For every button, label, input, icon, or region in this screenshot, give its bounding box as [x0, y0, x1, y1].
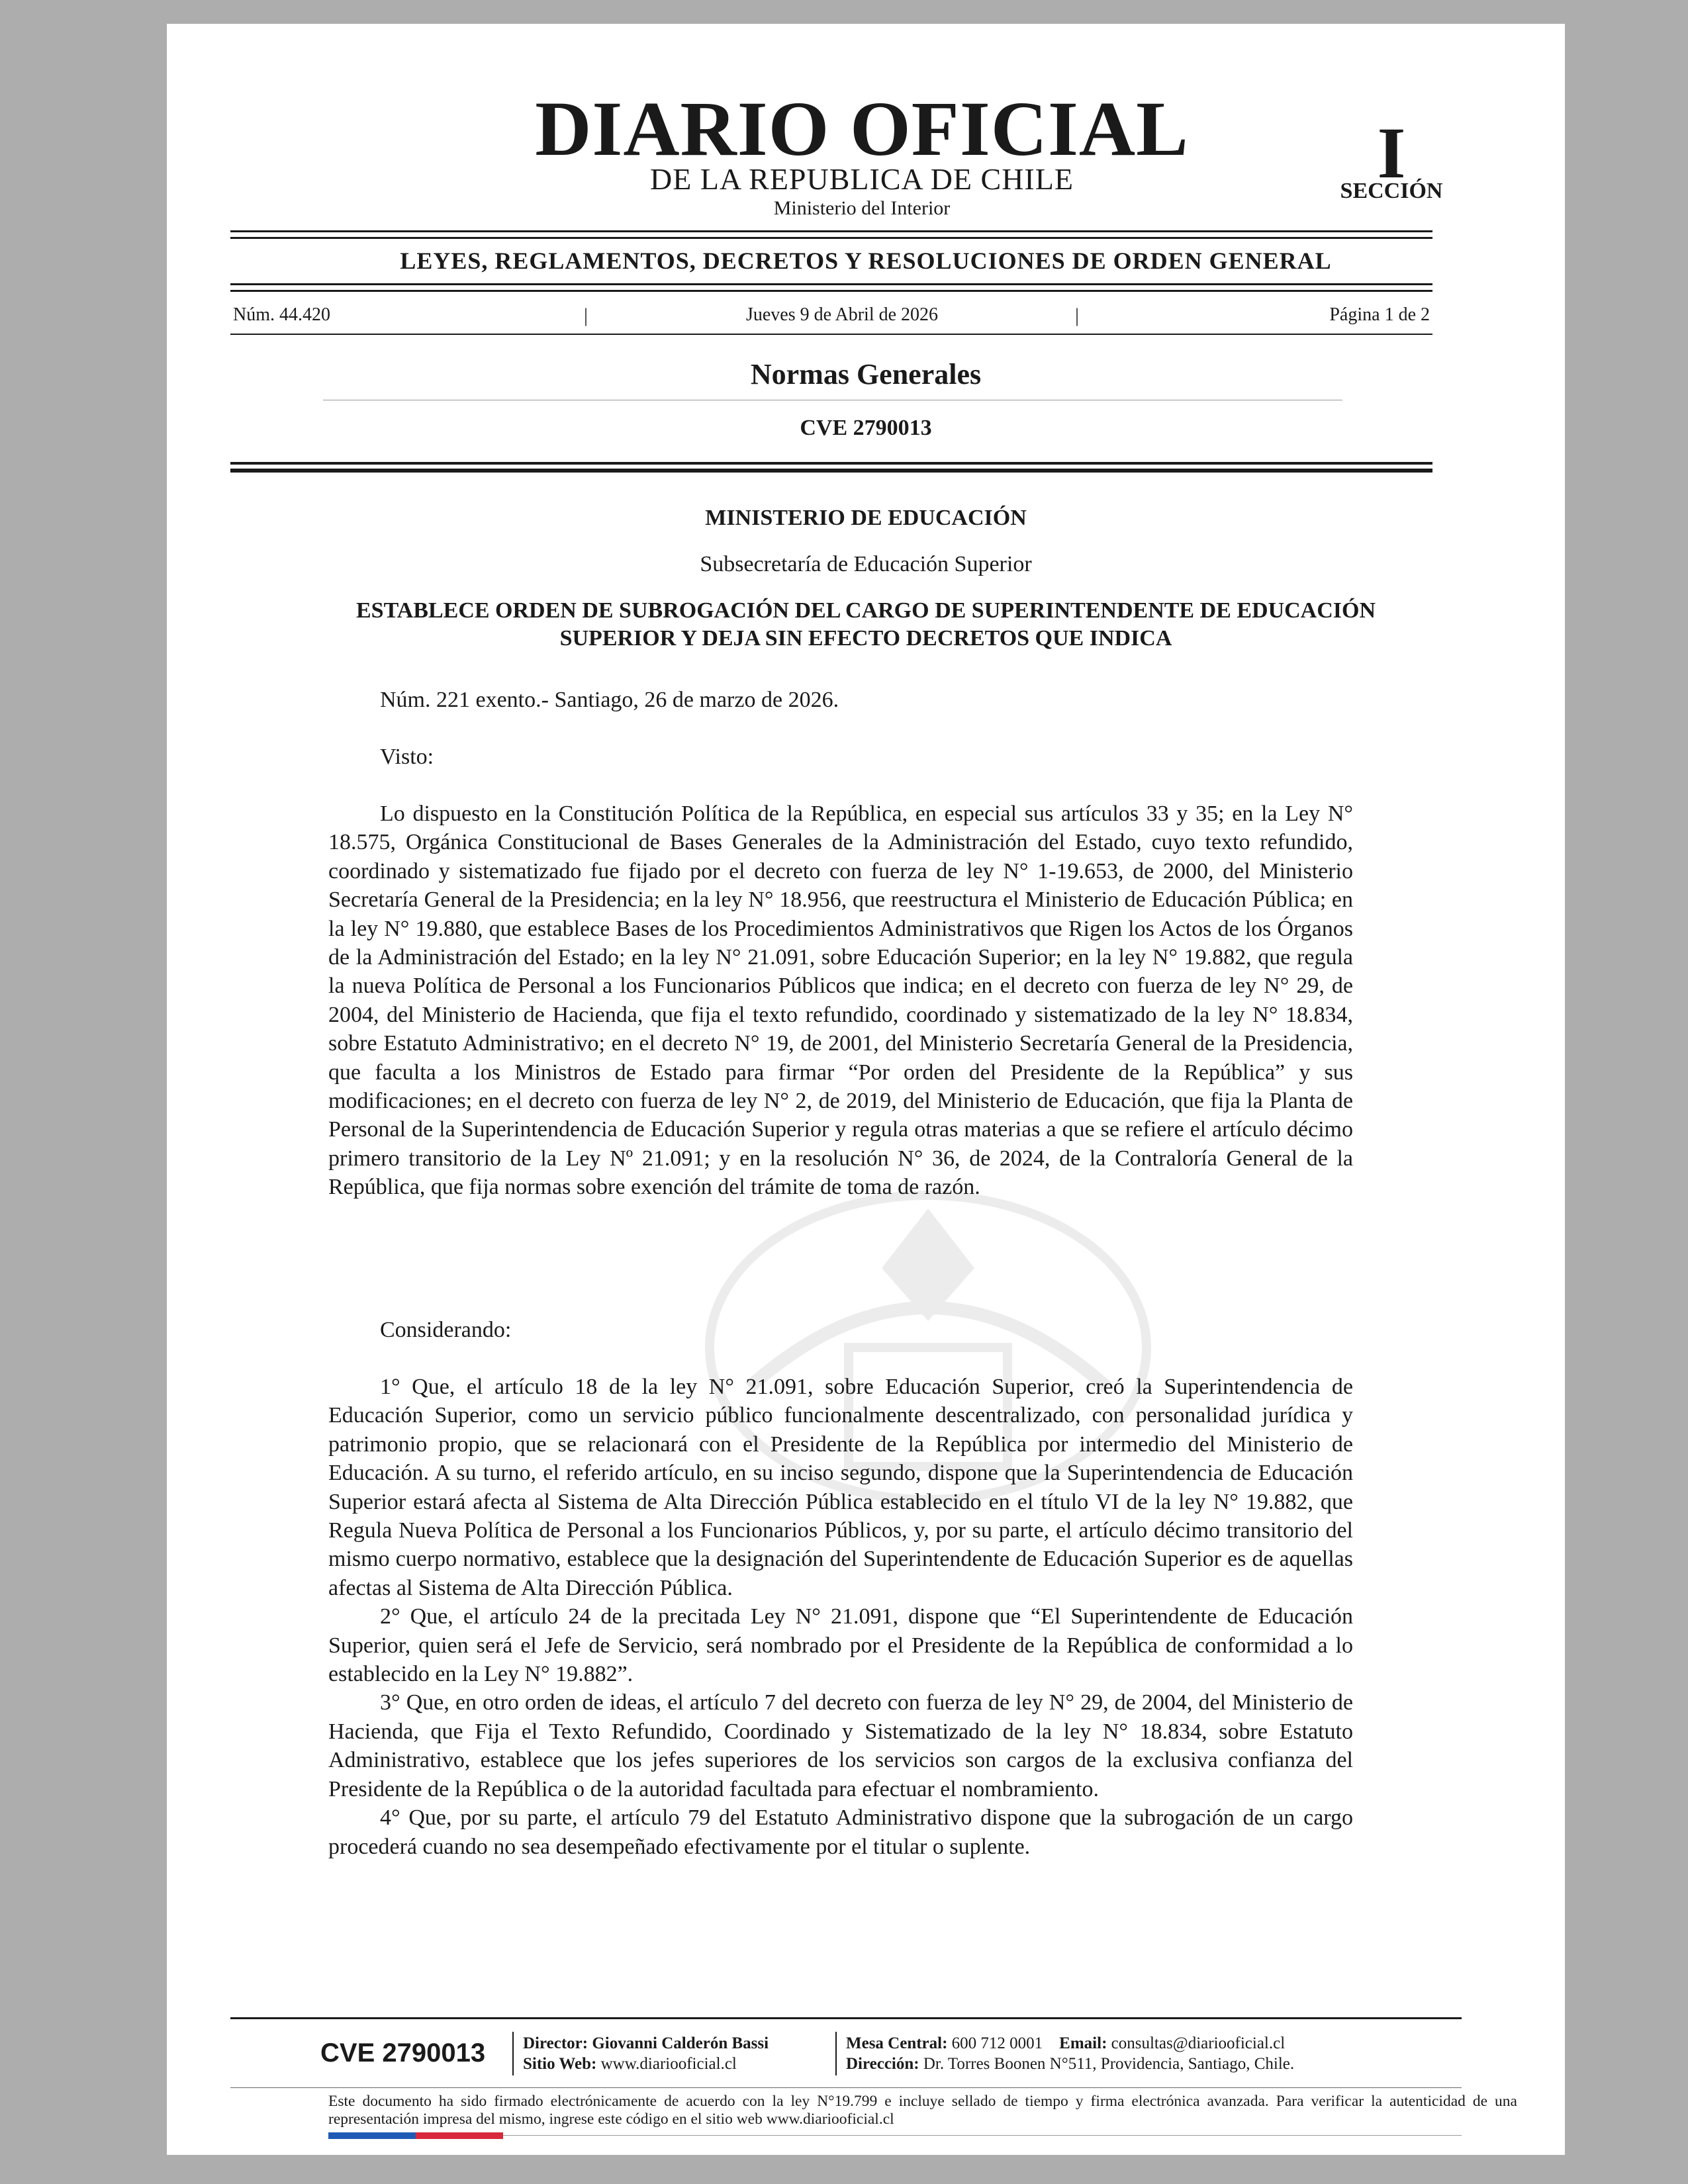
- footer-director-block: [523, 2033, 769, 2074]
- email-label: Email:: [1059, 2034, 1107, 2052]
- masthead-ministry: Ministerio del Interior: [773, 197, 951, 219]
- document-page: [167, 24, 1565, 2155]
- visto-text: Lo dispuesto en la Constitución Política de la República, en especial sus artículos 33 y 35; en la Ley N° 18.575, Orgánica Constitucional de Bases Generales de la Administración del Estado, cuyo texto refundido, coordinado y sistematizado fue fijado por el decreto con fuerza de ley N° 1-19.653, de 2000, del Ministerio Secretaría General de la Presidencia; en la ley N° 18.956, que reestructura el Ministerio de Educación Pública; en la ley N° 19.880, que establece Bases de los Procedimientos Administrativos que Rigen los Actos de los Órganos de la Administración del Estado; en la ley N° 21.091, sobre Educación Superior; en la ley N° 19.882, que regula la nueva Política de Personal a los Funcionarios Públicos que indica; en el decreto con fuerza de ley N° 29, de 2004, del Ministerio de Hacienda, que fija el texto refundido, coordinado y sistematizado de la ley N° 18.834, sobre Estatuto Administrativo; en el decreto N° 19, de 2001, del Ministerio Secretaría General de la Presidencia, que faculta a los Ministros de Estado para firmar “Por orden del Presidente de la República” y sus modificaciones; en el decreto con fuerza de ley N° 2, de 2019, del Ministerio de Educación, que fija la Planta de Personal de la Superintendencia de Educación Superior y regula otras materias a que se refiere el artículo décimo primero transitorio de la Ley Nº 21.091; y en la resolución N° 36, de 2024, de la Contraloría General de la República, que fija normas sobre exención del trámite de toma de razón.: [328, 801, 1353, 1200]
- considerando-label: Considerando:: [380, 1318, 512, 1342]
- masthead-title: DIARIO OFICIAL: [535, 85, 1189, 172]
- site-link[interactable]: www.diariooficial.cl: [600, 2055, 737, 2073]
- header-rule: [230, 469, 1432, 473]
- issue-rule: [230, 334, 1432, 335]
- footer-disclaimer: Este documento ha sido firmado electrónicamente de acuerdo con la ley N°19.799 e incluye sellado de tiempo y firma electrónica avanzada. Para verificar la autenticidad de una representación impresa del mismo, ingrese este código en el sitio web www.diariooficial.cl: [328, 2093, 1517, 2128]
- header-rule: [230, 462, 1432, 465]
- section-banner: LEYES, REGLAMENTOS, DECRETOS Y RESOLUCIONES DE ORDEN GENERAL: [400, 248, 1332, 274]
- banner-rule: [230, 290, 1432, 292]
- visto-paragraph: [328, 799, 1353, 1202]
- cve-code: CVE 2790013: [800, 416, 932, 440]
- issue-separator: |: [584, 304, 588, 326]
- director-name: Giovanni Calderón Bassi: [592, 2034, 769, 2052]
- category-title: Normas Generales: [750, 358, 982, 390]
- address-text: Dr. Torres Boonen N°511, Providencia, Santiago, Chile.: [923, 2055, 1295, 2073]
- considerandos-list: [328, 1373, 1353, 1861]
- considerando-item: 4° Que, por su parte, el artículo 79 del Estatuto Administrativo dispone que la subrogación de un cargo procederá cuando no sea desempeñado efectivamente por el titular o suplente.: [328, 1805, 1353, 1859]
- decree-subsecretaria: Subsecretaría de Educación Superior: [700, 552, 1032, 576]
- decree-ministry: MINISTERIO DE EDUCACIÓN: [705, 506, 1027, 530]
- footer-rule: [230, 2087, 1462, 2088]
- flag-stripe-red: [416, 2132, 503, 2139]
- masthead-subtitle: DE LA REPUBLICA DE CHILE: [650, 162, 1074, 196]
- issue-page: Página 1 de 2: [1329, 304, 1430, 325]
- phone-label: Mesa Central:: [846, 2034, 948, 2052]
- footer-rule: [503, 2135, 1462, 2136]
- section-numeral: I: [1377, 113, 1406, 193]
- site-label: Sitio Web:: [523, 2055, 597, 2073]
- footer-divider: [835, 2032, 837, 2075]
- banner-rule: [230, 283, 1432, 285]
- considerando-item: 2° Que, el artículo 24 de la precitada Ley N° 21.091, dispone que “El Superintendente de Educación Superior, quien será el Jefe de Servicio, será nombrado por el Presidente de la República de conformidad a lo establecido en la Ley N° 19.882”.: [328, 1604, 1353, 1687]
- flag-stripe-blue: [328, 2132, 416, 2139]
- decree-title: ESTABLECE ORDEN DE SUBROGACIÓN DEL CARGO DE SUPERINTENDENTE DE EDUCACIÓN SUPERIOR Y DEJA SIN EFECTO DECRETOS QUE INDICA: [355, 598, 1376, 651]
- footer-rule: [230, 2017, 1462, 2019]
- masthead-rule: [230, 230, 1432, 232]
- considerando-item: 1° Que, el artículo 18 de la ley N° 21.091, sobre Educación Superior, creó la Superintendencia de Educación Superior, como un servicio público funcionalmente descentralizado, con personalidad jurídica y patrimonio propio, que se relacionará con el Presidente de la República por intermedio del Ministerio de Educación. A su turno, el referido artículo, en su inciso segundo, dispone que la Superintendencia de Educación Superior estará afecta al Sistema de Alta Dirección Pública establecido en el título VI de la ley N° 19.882, que Regula Nueva Política de Personal a los Funcionarios Públicos, y, por su parte, el artículo décimo transitorio del mismo cuerpo normativo, establece que la designación del Superintendente de Educación Superior es de aquellas afectas al Sistema de Alta Dirección Pública.: [328, 1375, 1353, 1600]
- director-label: Director:: [523, 2034, 588, 2052]
- considerando-item: 3° Que, en otro orden de ideas, el artículo 7 del decreto con fuerza de ley N° 29, de 2004, del Ministerio de Hacienda, que Fija el Texto Refundido, Coordinado y Sistematizado de la ley N° 18.834, sobre Estatuto Administrativo, establece que los jefes superiores de los servicios son cargos de la exclusiva confianza del Presidente de la República o de la autoridad facultada para efectuar el nombramiento.: [328, 1690, 1353, 1801]
- section-label: SECCIÓN: [1340, 179, 1443, 203]
- footer-divider: [512, 2032, 514, 2075]
- email-link[interactable]: consultas@diariooficial.cl: [1111, 2034, 1286, 2052]
- footer-cve: CVE 2790013: [320, 2038, 486, 2068]
- issue-date: Jueves 9 de Abril de 2026: [745, 304, 939, 325]
- issue-number: Núm. 44.420: [233, 304, 330, 325]
- footer-contact-block: [846, 2033, 1294, 2074]
- address-label: Dirección:: [846, 2055, 919, 2073]
- decree-number-line: Núm. 221 exento.- Santiago, 26 de marzo de 2026.: [380, 688, 839, 712]
- masthead-rule: [230, 237, 1432, 239]
- visto-label: Visto:: [380, 745, 434, 769]
- issue-separator: |: [1075, 304, 1080, 326]
- phone-number: 600 712 0001: [951, 2034, 1043, 2052]
